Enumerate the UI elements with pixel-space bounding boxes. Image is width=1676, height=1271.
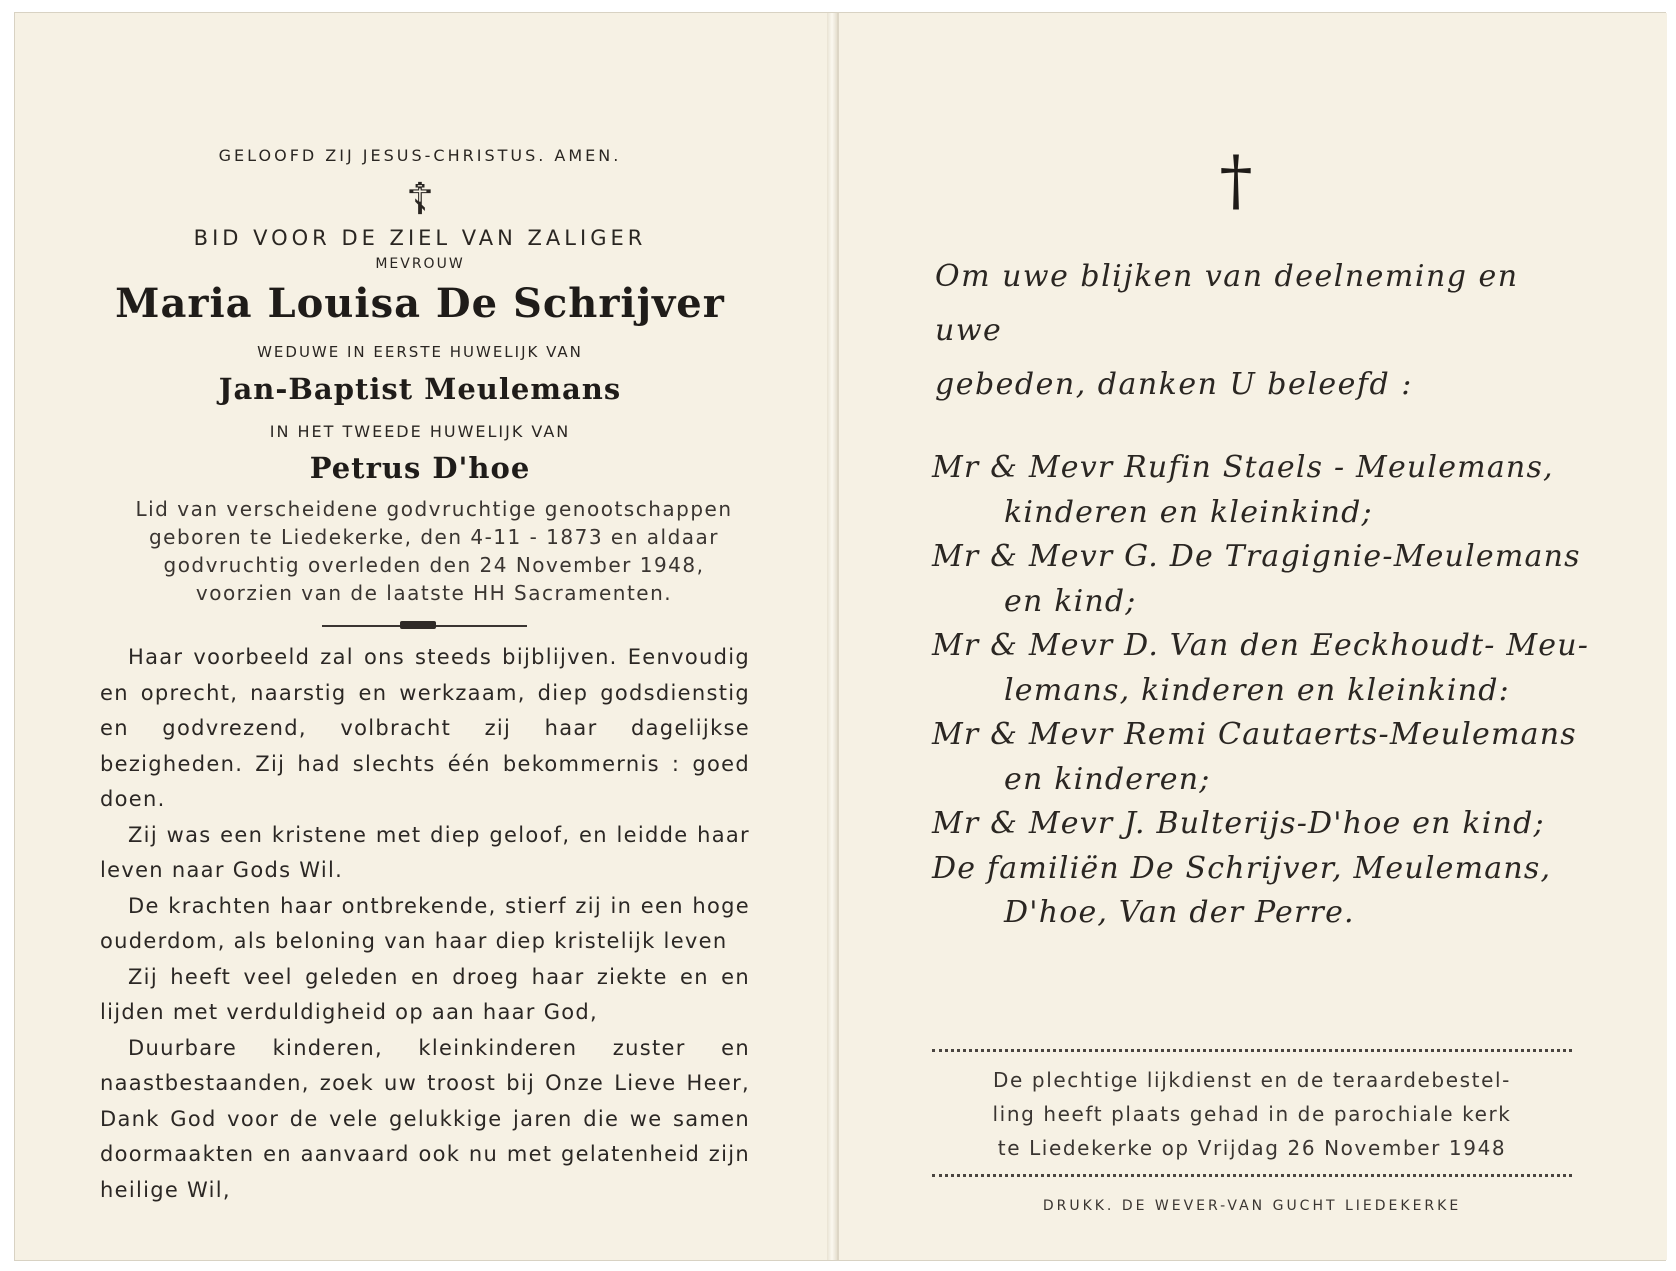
dotted-rule-top [932,1049,1572,1052]
info-line: Lid van verscheidene godvruchtige genootschappen [135,497,733,521]
family-list [932,446,1602,936]
dotted-rule-bottom [932,1174,1572,1177]
family-line: en kinderen; [1004,761,1211,797]
bid-line: BID VOOR DE ZIEL VAN ZALIGER [193,226,647,250]
funeral-service-notice [932,1063,1572,1165]
first-husband-name: Jan-Baptist Meulemans [218,372,622,406]
info-line: voorzien van de laatste HH Sacramenten. [195,581,673,605]
first-marriage-label: WEDUWE IN EERSTE HUWELIJK VAN [257,343,583,361]
eulogy-text [100,640,750,1208]
second-husband-name: Petrus D'hoe [309,451,531,485]
service-line: ling heeft plaats gehad in de parochiale kerk [992,1102,1512,1126]
eulogy-paragraph: De krachten haar ontbrekende, stierf zij in een hoge ouderdom, als beloning van haar diep kristelijk leven [100,893,750,953]
eulogy-paragraph: Zij heeft veel geleden en droeg haar ziekte en en lijden met verduldigheid op aan haar God, [100,964,750,1024]
title-mevrouw: MEVROUW [375,256,465,272]
family-line: Mr & Mevr Remi Cautaerts-Meulemans [932,717,1577,752]
family-line: Mr & Mevr Rufin Staels - Meulemans, [932,450,1554,485]
second-marriage-label: IN HET TWEEDE HUWELIJK VAN [269,422,571,441]
family-line: lemans, kinderen en kleinkind: [1004,672,1510,708]
cross-icon: ☦ [405,174,435,225]
thanks-line: gebeden, danken U beleefd : [935,367,1413,402]
family-line: Mr & Mevr G. De Tragignie-Meulemans [932,539,1581,574]
service-line: te Liedekerke op Vrijdag 26 November 1948 [997,1136,1507,1160]
eulogy-paragraph: Zij was een kristene met diep geloof, en leidde haar leven naar Gods Wil. [100,822,750,882]
family-line: Mr & Mevr D. Van den Eeckhoudt- Meu- [932,628,1590,663]
family-line: D'hoe, Van der Perre. [1004,895,1355,930]
info-line: geboren te Liedekerke, den 4-11 - 1873 en aldaar [148,525,720,549]
biography-info [74,495,794,607]
eulogy-paragraph: Duurbare kinderen, kleinkinderen zuster en naastbestaanden, zoek uw troost bij Onze Lieve Heer, Dank God voor de vele gelukkige jaren die we samen doormaakten en aanvaard ook nu met gelatenheid zijn heilige Wil, [100,1035,750,1202]
thanks-text [935,250,1595,412]
printer-credit: DRUKK. DE WEVER-VAN GUCHT LIEDEKERKE [1042,1198,1462,1214]
thanks-line: Om uwe blijken van deelneming en uwe [935,259,1519,348]
info-line: godvruchtig overleden den 24 November 1948, [163,553,705,577]
family-line: kinderen en kleinkind; [1004,494,1373,530]
family-line: Mr & Mevr J. Bulterijs-D'hoe en kind; [932,806,1545,841]
deceased-name: Maria Louisa De Schrijver [115,280,725,327]
family-line: De familiën De Schrijver, Meulemans, [932,850,1552,886]
divider-ornament [400,621,436,629]
service-line: De plechtige lijkdienst en de teraardebestel- [993,1068,1511,1092]
family-line: en kind; [1004,583,1137,619]
heading-prayer: GELOOFD ZIJ JESUS-CHRISTUS. AMEN. [218,146,622,165]
eulogy-paragraph: Haar voorbeeld zal ons steeds bijblijven. Eenvoudig en oprecht, naarstig en werkzaam, diep godsdienstig en godvrezend, volbracht zij haar dagelijkse bezigheden. Zij had slechts één bekommernis : goed doen. [100,645,750,811]
cross-icon: † [1219,142,1253,219]
